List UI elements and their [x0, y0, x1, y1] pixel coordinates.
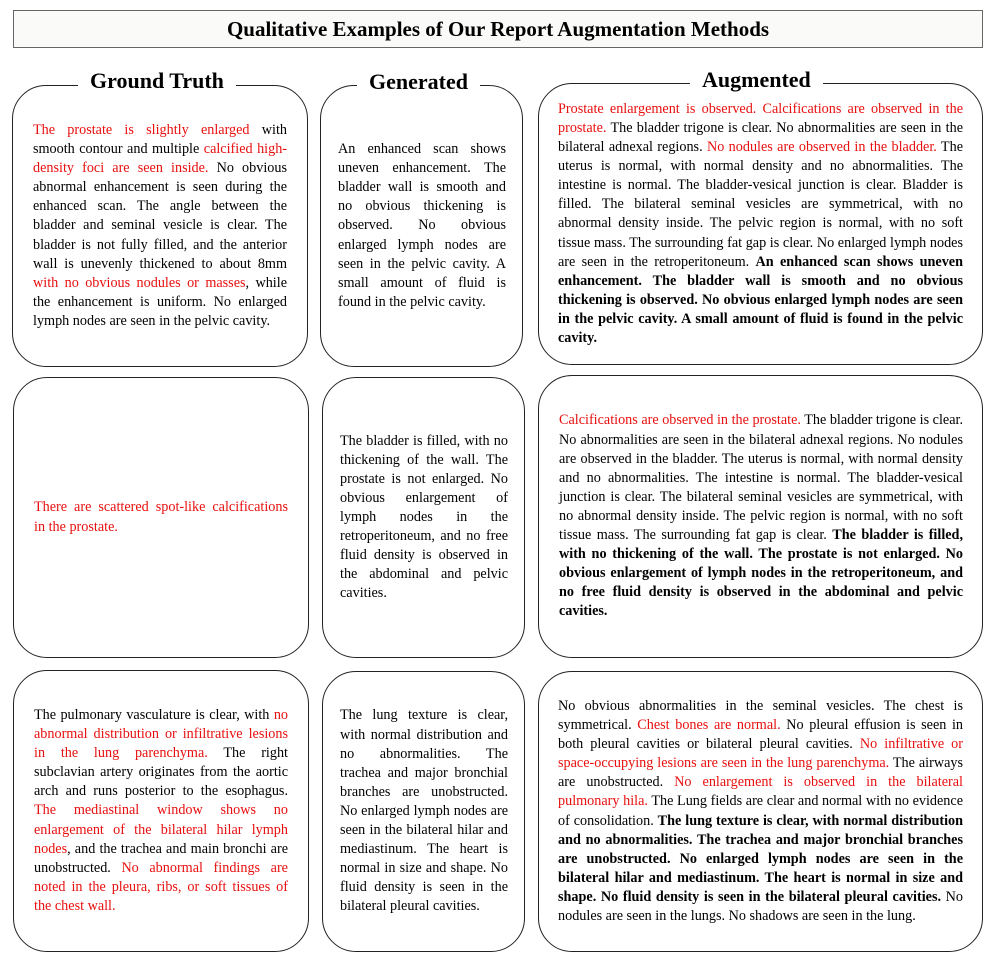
augmented-text-2: [559, 411, 963, 621]
text-segment: No obvious abnormalities in the seminal vesicles. The chest is symmetrical.: [558, 697, 963, 734]
column-header-augmented: Augmented: [690, 67, 823, 93]
generated-text-1: [338, 140, 506, 312]
augmented-card-2: [538, 375, 983, 658]
text-segment: The pulmonary vasculature is clear, with: [34, 706, 274, 723]
text-segment: , while the enhancement is uniform. No enlarged lymph nodes are seen in the pelvic cavity.: [33, 274, 287, 329]
augmented-text-3: [558, 697, 963, 926]
text-segment: The Lung fields are clear and normal with no evidence of consolidation.: [558, 793, 963, 829]
generated-card-2: [322, 377, 525, 658]
text-segment: , and the trachea and main bronchi are unobstructed.: [34, 840, 288, 876]
ground-truth-card-2: [13, 377, 309, 658]
text-segment: The uterus is normal, with normal density and no abnormalities. The intestine is normal. The bladder-vesical junction is clear. Bladder is filled. The bilateral seminal vesicles are symmetrical, with no abnormal density inside. The pelvic region is normal, with no soft tissue mass. The surrounding fat gap is clear. No enlarged lymph nodes are seen in the retroperitoneum.: [558, 139, 963, 270]
bold-phrase: The bladder is filled, with no thickening of the wall. The prostate is not enlarged. No obvious enlargement of lymph nodes in the retroperitoneum, and no free fluid density is observed in the abdominal and pelvic cavities.: [559, 527, 963, 620]
text-segment: No obvious abnormal enhancement is seen during the enhanced scan. The angle between the bladder and seminal vesicle is clear. The bladder is not fully filled, and the anterior wall is unevenly thickened to about 8mm: [33, 160, 287, 272]
highlighted-phrase: There are scattered spot-like calcifications in the prostate.: [34, 499, 288, 535]
generated-card-3: [322, 671, 525, 952]
highlighted-phrase: No enlargement is observed in the bilateral pulmonary hila.: [558, 774, 963, 810]
highlighted-phrase: no abnormal distribution or infiltrative lesions in the lung parenchyma.: [34, 706, 288, 762]
highlighted-phrase: No nodules are observed in the bladder.: [706, 139, 937, 156]
text-segment: The right subclavian artery originates from the aortic arch and runs posterior to the esophagus.: [34, 745, 288, 800]
text-segment: with smooth contour and multiple: [33, 121, 287, 158]
ground-truth-text-2: [34, 498, 288, 536]
highlighted-phrase: Prostate enlargement is observed. Calcifications are observed in the prostate.: [558, 100, 963, 136]
column-header-generated: Generated: [357, 69, 480, 95]
ground-truth-text-3: [34, 706, 288, 916]
ground-truth-text-1: [33, 121, 287, 331]
text-segment: The bladder trigone is clear. No abnormalities are seen in the bilateral adnexal regions. No nodules are observed in the bladder. The uterus is normal, with normal density and no abnormalities. The intestine is normal. The bladder-vesical junction is clear. The bilateral seminal vesicles are symmetrical, with no abnormal density inside. The pelvic region is normal, with no soft tissue mass. The surrounding fat gap is clear.: [559, 412, 963, 544]
highlighted-phrase: No infiltrative or space-occupying lesions are seen in the lung parenchyma.: [558, 736, 963, 772]
generated-text-3: [340, 706, 508, 916]
text-segment: The lung texture is clear, with normal distribution and no abnormalities. The trachea and major bronchial branches are unobstructed. No enlarged lymph nodes are seen in the bilateral hilar and mediastinum. The heart is normal in size and shape. No fluid density is seen in the bilateral pleural cavities.: [340, 707, 508, 915]
highlighted-phrase: calcified high-density foci are seen inside.: [33, 141, 288, 177]
text-segment: The airways are unobstructed.: [558, 755, 963, 791]
highlighted-phrase: The mediastinal window shows no enlargement of the bilateral hilar lymph nodes: [34, 802, 288, 857]
augmented-card-1: [538, 83, 983, 365]
highlighted-phrase: No abnormal findings are noted in the pleura, ribs, or soft tissues of the chest wall.: [34, 859, 288, 914]
ground-truth-card-1: [12, 85, 308, 367]
highlighted-phrase: Chest bones are normal.: [637, 717, 781, 734]
generated-text-2: [340, 432, 508, 604]
augmented-text-1: [558, 100, 963, 348]
text-segment: The bladder is filled, with no thickening of the wall. The prostate is not enlarged. No obvious enlargement of lymph nodes in the retroperitoneum, and no free fluid density is observed in the abdominal and pelvic cavities.: [340, 432, 508, 602]
column-header-ground-truth: Ground Truth: [78, 68, 236, 94]
bold-phrase: The lung texture is clear, with normal distribution and no abnormalities. The trachea and major bronchial branches are unobstructed. No enlarged lymph nodes are seen in the bilateral hilar and mediastinum. The heart is normal in size and shape. No fluid density is seen in the bilateral pleural cavities.: [558, 812, 964, 905]
text-segment: No pleural effusion is seen in both pleural cavities or bilateral pleural cavities.: [558, 717, 963, 753]
figure-title-text: Qualitative Examples of Our Report Augmentation Methods: [226, 16, 770, 41]
ground-truth-card-3: [13, 670, 309, 952]
augmented-card-3: [538, 671, 983, 952]
text-segment: An enhanced scan shows uneven enhancement. The bladder wall is smooth and no obvious thickening is observed. No obvious enlarged lymph nodes are seen in the pelvic cavity. A small amount of fluid is found in the pelvic cavity.: [338, 141, 506, 310]
text-segment: No nodules are seen in the lungs. No shadows are seen in the lung.: [558, 888, 963, 924]
figure-title: [13, 10, 983, 48]
highlighted-phrase: The prostate is slightly enlarged: [33, 121, 250, 138]
highlighted-phrase: Calcifications are observed in the prostate.: [559, 412, 801, 429]
generated-card-1: [320, 85, 523, 367]
highlighted-phrase: with no obvious nodules or masses: [33, 274, 246, 291]
text-segment: The bladder trigone is clear. No abnormalities are seen in the bilateral adnexal regions.: [558, 119, 963, 156]
bold-phrase: An enhanced scan shows uneven enhancement. The bladder wall is smooth and no obvious thickening is observed. No obvious enlarged lymph nodes are seen in the pelvic cavity. A small amount of fluid is found in the pelvic cavity.: [558, 253, 963, 347]
